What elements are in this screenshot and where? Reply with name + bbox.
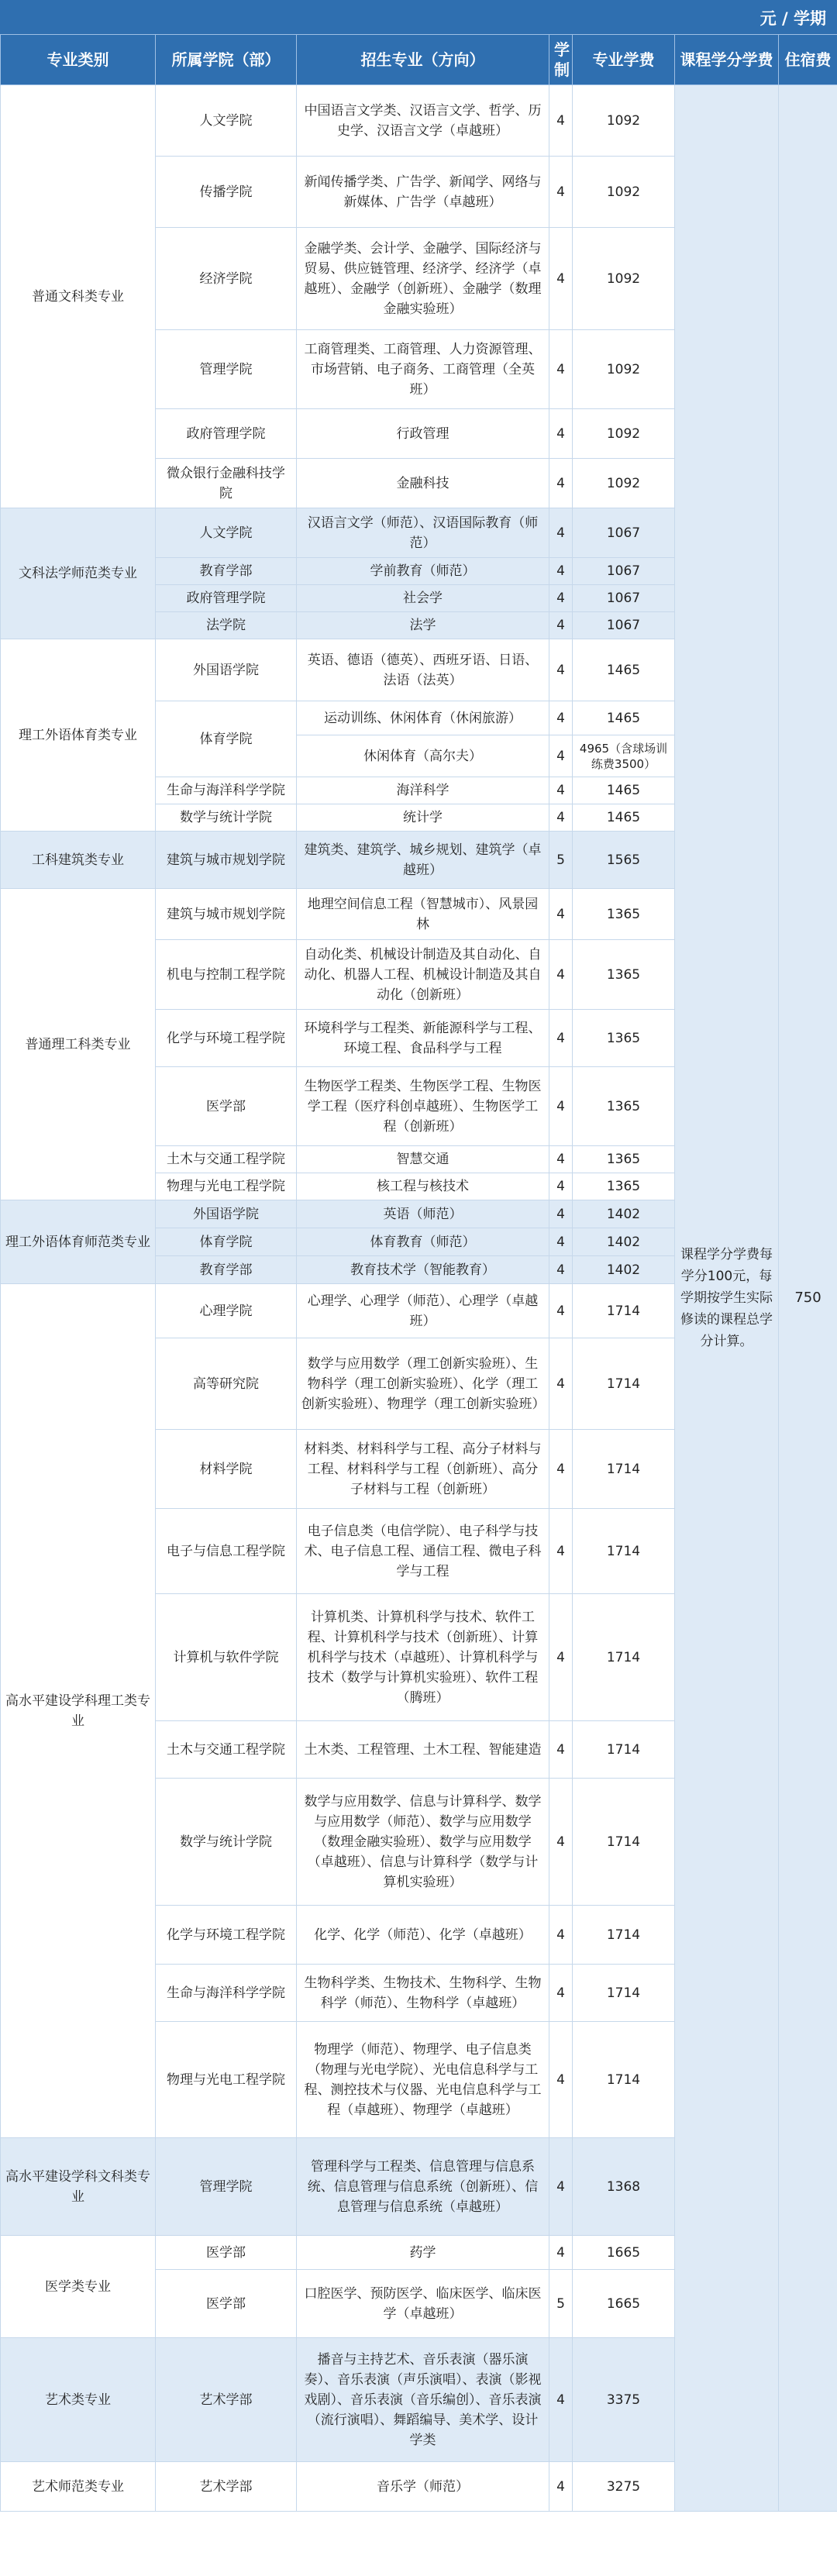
category-cell: 艺术师范类专业: [1, 2462, 156, 2512]
header-accommodation: 住宿费: [779, 35, 837, 85]
years-cell: 4: [549, 157, 573, 228]
major-cell: 教育技术学（智能教育）: [297, 1256, 549, 1284]
fee-cell: 1365: [573, 889, 675, 940]
major-cell: 材料类、材料科学与工程、高分子材料与工程、材料科学与工程（创新班）、高分子材料与工程（创新班）: [297, 1430, 549, 1509]
major-cell: 海洋科学: [297, 777, 549, 804]
category-cell: 理工外语体育师范类专业: [1, 1200, 156, 1284]
fee-cell: 1092: [573, 459, 675, 508]
fee-cell: 1067: [573, 508, 675, 558]
college-cell: 传播学院: [156, 157, 297, 228]
college-cell: 土木与交通工程学院: [156, 1721, 297, 1779]
fee-cell: 1465: [573, 777, 675, 804]
category-cell: 文科法学师范类专业: [1, 508, 156, 639]
category-cell: 高水平建设学科文科类专业: [1, 2138, 156, 2236]
major-cell: 数学与应用数学（理工创新实验班）、生物科学（理工创新实验班）、化学（理工创新实验班）、物理学（理工创新实验班）: [297, 1338, 549, 1430]
major-cell: 地理空间信息工程（智慧城市）、风景园林: [297, 889, 549, 940]
fee-cell: 1092: [573, 330, 675, 409]
major-cell: 音乐学（师范）: [297, 2462, 549, 2512]
years-cell: 4: [549, 2236, 573, 2270]
years-cell: 4: [549, 1779, 573, 1906]
fee-cell: 1092: [573, 157, 675, 228]
college-cell: 人文学院: [156, 85, 297, 157]
years-cell: 4: [549, 940, 573, 1010]
years-cell: 4: [549, 735, 573, 777]
years-cell: 4: [549, 558, 573, 585]
years-cell: 4: [549, 459, 573, 508]
years-cell: 4: [549, 1067, 573, 1146]
years-cell: 4: [549, 777, 573, 804]
header-credit-fee: 课程学分学费: [675, 35, 779, 85]
major-cell: 英语、德语（德英）、西班牙语、日语、法语（法英）: [297, 639, 549, 701]
years-cell: 4: [549, 1146, 573, 1173]
college-cell: 法学院: [156, 612, 297, 639]
college-cell: 教育学部: [156, 558, 297, 585]
years-cell: 4: [549, 1228, 573, 1256]
years-cell: 4: [549, 2022, 573, 2138]
fee-cell: 1365: [573, 1010, 675, 1067]
years-cell: 4: [549, 2138, 573, 2236]
college-cell: 计算机与软件学院: [156, 1594, 297, 1721]
fee-cell: 1365: [573, 1173, 675, 1200]
fee-cell: 1092: [573, 85, 675, 157]
major-cell: 土木类、工程管理、土木工程、智能建造: [297, 1721, 549, 1779]
header-category: 专业类别: [1, 35, 156, 85]
years-cell: 4: [549, 585, 573, 612]
category-cell: 艺术类专业: [1, 2338, 156, 2462]
category-cell: 普通理工科类专业: [1, 889, 156, 1200]
major-cell: 汉语言文学（师范）、汉语国际教育（师范）: [297, 508, 549, 558]
fee-cell: 1714: [573, 1906, 675, 1965]
college-cell: 心理学院: [156, 1284, 297, 1338]
major-cell: 播音与主持艺术、音乐表演（器乐演奏）、音乐表演（声乐演唱）、表演（影视戏剧）、音乐表演（音乐编创）、音乐表演（流行演唱）、舞蹈编导、美术学、设计学类: [297, 2338, 549, 2462]
years-cell: 4: [549, 508, 573, 558]
years-cell: 4: [549, 1173, 573, 1200]
fee-cell: 1402: [573, 1200, 675, 1228]
fee-cell: 1665: [573, 2236, 675, 2270]
years-cell: 4: [549, 2338, 573, 2462]
fee-cell: 1714: [573, 1284, 675, 1338]
header-major: 招生专业（方向）: [297, 35, 549, 85]
college-cell: 建筑与城市规划学院: [156, 889, 297, 940]
college-cell: 经济学院: [156, 228, 297, 330]
fee-cell: 1714: [573, 1430, 675, 1509]
years-cell: 4: [549, 889, 573, 940]
years-cell: 4: [549, 1965, 573, 2022]
fee-cell: 1714: [573, 1594, 675, 1721]
college-cell: 土木与交通工程学院: [156, 1146, 297, 1173]
years-cell: 4: [549, 85, 573, 157]
fee-cell: 4965（含球场训练费3500）: [573, 735, 675, 777]
years-cell: 4: [549, 1430, 573, 1509]
category-cell: 普通文科类专业: [1, 85, 156, 508]
major-cell: 智慧交通: [297, 1146, 549, 1173]
header-row: [1, 35, 837, 85]
college-cell: 高等研究院: [156, 1338, 297, 1430]
fee-cell: 1067: [573, 558, 675, 585]
college-cell: 化学与环境工程学院: [156, 1906, 297, 1965]
major-cell: 金融科技: [297, 459, 549, 508]
major-cell: 心理学、心理学（师范）、心理学（卓越班）: [297, 1284, 549, 1338]
years-cell: 4: [549, 612, 573, 639]
college-cell: 政府管理学院: [156, 409, 297, 459]
years-cell: 4: [549, 1200, 573, 1228]
major-cell: 核工程与核技术: [297, 1173, 549, 1200]
college-cell: 微众银行金融科技学院: [156, 459, 297, 508]
fee-cell: 1565: [573, 832, 675, 889]
major-cell: 生物科学类、生物技术、生物科学、生物科学（师范）、生物科学（卓越班）: [297, 1965, 549, 2022]
years-cell: 4: [549, 1284, 573, 1338]
major-cell: 新闻传播学类、广告学、新闻学、网络与新媒体、广告学（卓越班）: [297, 157, 549, 228]
fee-cell: 1714: [573, 1721, 675, 1779]
fee-cell: 1465: [573, 639, 675, 701]
years-cell: 4: [549, 1509, 573, 1594]
fee-cell: 3375: [573, 2338, 675, 2462]
fee-cell: 1402: [573, 1256, 675, 1284]
years-cell: 4: [549, 1594, 573, 1721]
college-cell: 数学与统计学院: [156, 804, 297, 832]
college-cell: 物理与光电工程学院: [156, 2022, 297, 2138]
college-cell: 外国语学院: [156, 1200, 297, 1228]
years-cell: 4: [549, 804, 573, 832]
major-cell: 社会学: [297, 585, 549, 612]
years-cell: 4: [549, 701, 573, 735]
years-cell: 4: [549, 1338, 573, 1430]
major-cell: 金融学类、会计学、金融学、国际经济与贸易、供应链管理、经济学、经济学（卓越班）、金融学（创新班）、金融学（数理金融实验班）: [297, 228, 549, 330]
fee-cell: 1714: [573, 2022, 675, 2138]
unit-label: 元 / 学期: [760, 9, 826, 28]
fee-cell: 1365: [573, 940, 675, 1010]
years-cell: 5: [549, 2270, 573, 2338]
college-cell: 体育学院: [156, 701, 297, 777]
fee-cell: 1365: [573, 1067, 675, 1146]
header-fee: 专业学费: [573, 35, 675, 85]
major-cell: 数学与应用数学、信息与计算科学、数学与应用数学（师范）、数学与应用数学（数理金融实验班）、数学与应用数学（卓越班）、信息与计算科学（数学与计算机实验班）: [297, 1779, 549, 1906]
major-cell: 口腔医学、预防医学、临床医学、临床医学（卓越班）: [297, 2270, 549, 2338]
years-cell: 4: [549, 228, 573, 330]
category-cell: 工科建筑类专业: [1, 832, 156, 889]
fee-table: [0, 34, 837, 2512]
major-cell: 休闲体育（高尔夫）: [297, 735, 549, 777]
accommodation-fee: 750: [779, 85, 837, 2512]
major-cell: 建筑类、建筑学、城乡规划、建筑学（卓越班）: [297, 832, 549, 889]
years-cell: 4: [549, 1721, 573, 1779]
years-cell: 4: [549, 1256, 573, 1284]
major-cell: 学前教育（师范）: [297, 558, 549, 585]
college-cell: 电子与信息工程学院: [156, 1509, 297, 1594]
college-cell: 材料学院: [156, 1430, 297, 1509]
college-cell: 医学部: [156, 2270, 297, 2338]
fee-cell: 1402: [573, 1228, 675, 1256]
fee-cell: 1092: [573, 228, 675, 330]
years-cell: 5: [549, 832, 573, 889]
category-cell: 医学类专业: [1, 2236, 156, 2338]
fee-cell: 3275: [573, 2462, 675, 2512]
credit-fee-note: 课程学分学费每学分100元，每学期按学生实际修读的课程总学分计算。: [675, 85, 779, 2512]
header-college: 所属学院（部）: [156, 35, 297, 85]
fee-cell: 1714: [573, 1779, 675, 1906]
college-cell: 教育学部: [156, 1256, 297, 1284]
college-cell: 艺术学部: [156, 2338, 297, 2462]
table-body: [1, 85, 837, 2512]
category-cell: 高水平建设学科理工类专业: [1, 1284, 156, 2138]
major-cell: 统计学: [297, 804, 549, 832]
table-row: [1, 85, 837, 157]
college-cell: 外国语学院: [156, 639, 297, 701]
fee-cell: 1067: [573, 612, 675, 639]
header-years: 学制: [549, 35, 573, 85]
fee-cell: 1067: [573, 585, 675, 612]
major-cell: 体育教育（师范）: [297, 1228, 549, 1256]
college-cell: 艺术学部: [156, 2462, 297, 2512]
fee-cell: 1665: [573, 2270, 675, 2338]
college-cell: 生命与海洋科学学院: [156, 1965, 297, 2022]
college-cell: 机电与控制工程学院: [156, 940, 297, 1010]
major-cell: 运动训练、休闲体育（休闲旅游）: [297, 701, 549, 735]
college-cell: 建筑与城市规划学院: [156, 832, 297, 889]
major-cell: 化学、化学（师范）、化学（卓越班）: [297, 1906, 549, 1965]
college-cell: 生命与海洋科学学院: [156, 777, 297, 804]
years-cell: 4: [549, 330, 573, 409]
major-cell: 中国语言文学类、汉语言文学、哲学、历史学、汉语言文学（卓越班）: [297, 85, 549, 157]
major-cell: 英语（师范）: [297, 1200, 549, 1228]
college-cell: 医学部: [156, 1067, 297, 1146]
college-cell: 政府管理学院: [156, 585, 297, 612]
fee-cell: 1465: [573, 804, 675, 832]
major-cell: 行政管理: [297, 409, 549, 459]
years-cell: 4: [549, 1906, 573, 1965]
major-cell: 法学: [297, 612, 549, 639]
category-cell: 理工外语体育类专业: [1, 639, 156, 832]
fee-cell: 1465: [573, 701, 675, 735]
fee-cell: 1714: [573, 1509, 675, 1594]
years-cell: 4: [549, 409, 573, 459]
fee-cell: 1365: [573, 1146, 675, 1173]
college-cell: 体育学院: [156, 1228, 297, 1256]
college-cell: 管理学院: [156, 330, 297, 409]
major-cell: 计算机类、计算机科学与技术、软件工程、计算机科学与技术（创新班）、计算机科学与技术（卓越班）、计算机科学与技术（数学与计算机实验班）、软件工程（腾班）: [297, 1594, 549, 1721]
major-cell: 电子信息类（电信学院）、电子科学与技术、电子信息工程、通信工程、微电子科学与工程: [297, 1509, 549, 1594]
major-cell: 生物医学工程类、生物医学工程、生物医学工程（医疗科创卓越班）、生物医学工程（创新班）: [297, 1067, 549, 1146]
college-cell: 人文学院: [156, 508, 297, 558]
years-cell: 4: [549, 1010, 573, 1067]
years-cell: 4: [549, 639, 573, 701]
major-cell: 管理科学与工程类、信息管理与信息系统、信息管理与信息系统（创新班）、信息管理与信息系统（卓越班）: [297, 2138, 549, 2236]
fee-cell: 1368: [573, 2138, 675, 2236]
fee-cell: 1092: [573, 409, 675, 459]
unit-bar: [0, 0, 837, 34]
college-cell: 医学部: [156, 2236, 297, 2270]
college-cell: 管理学院: [156, 2138, 297, 2236]
college-cell: 化学与环境工程学院: [156, 1010, 297, 1067]
college-cell: 数学与统计学院: [156, 1779, 297, 1906]
major-cell: 药学: [297, 2236, 549, 2270]
college-cell: 物理与光电工程学院: [156, 1173, 297, 1200]
fee-cell: 1714: [573, 1338, 675, 1430]
major-cell: 工商管理类、工商管理、人力资源管理、市场营销、电子商务、工商管理（全英班）: [297, 330, 549, 409]
major-cell: 物理学（师范）、物理学、电子信息类（物理与光电学院）、光电信息科学与工程、测控技术与仪器、光电信息科学与工程（卓越班）、物理学（卓越班）: [297, 2022, 549, 2138]
years-cell: 4: [549, 2462, 573, 2512]
major-cell: 自动化类、机械设计制造及其自动化、自动化、机器人工程、机械设计制造及其自动化（创新班）: [297, 940, 549, 1010]
fee-cell: 1714: [573, 1965, 675, 2022]
major-cell: 环境科学与工程类、新能源科学与工程、环境工程、食品科学与工程: [297, 1010, 549, 1067]
